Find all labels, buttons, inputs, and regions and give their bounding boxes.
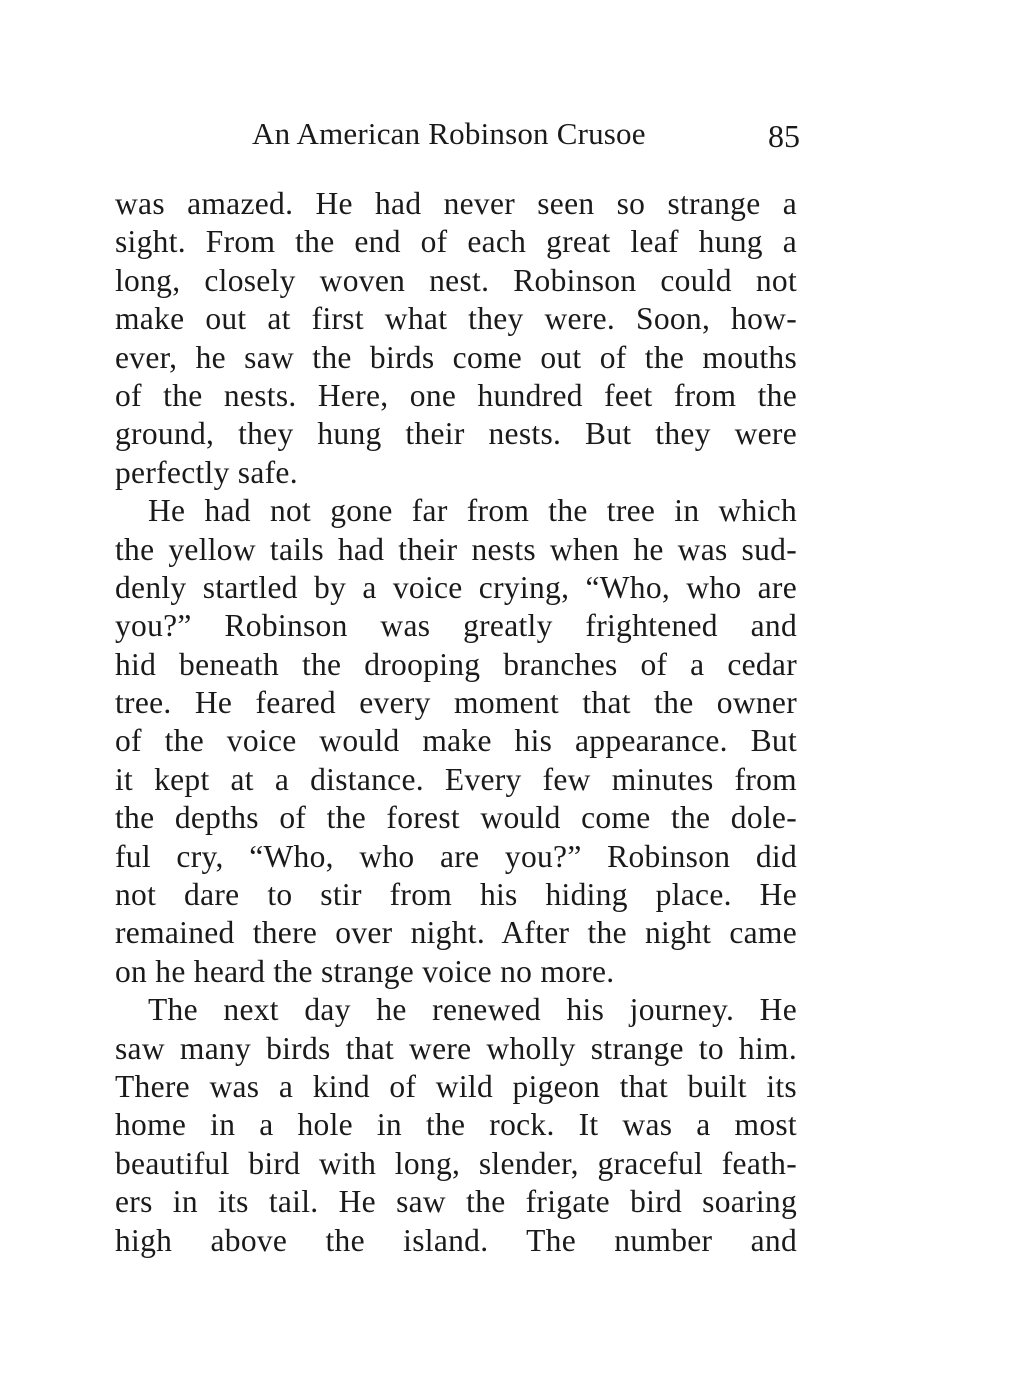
body-text	[115, 185, 797, 1260]
text-line: not dare to stir from his hiding place. He	[115, 877, 797, 913]
text-line: long, closely woven nest. Robinson could not	[115, 262, 797, 298]
text-line: make out at first what they were. Soon, how-	[115, 301, 797, 337]
text-line: hid beneath the drooping branches of a cedar	[115, 646, 797, 682]
paragraph-1	[115, 185, 797, 492]
text-line: denly startled by a voice crying, “Who, who are	[115, 569, 797, 605]
paragraph-2	[115, 492, 797, 991]
text-line: it kept at a distance. Every few minutes from	[115, 761, 797, 797]
text-line: of the voice would make his appearance. But	[115, 723, 797, 759]
text-line: ers in its tail. He saw the frigate bird soaring	[115, 1184, 797, 1220]
text-line: The next day he renewed his journey. He	[148, 992, 797, 1028]
running-title: An American Robinson Crusoe	[252, 116, 646, 151]
text-line: ful cry, “Who, who are you?” Robinson did	[115, 838, 797, 874]
text-line: ground, they hung their nests. But they were	[115, 416, 797, 452]
text-line: home in a hole in the rock. It was a most	[115, 1107, 797, 1143]
text-line: the yellow tails had their nests when he was sud-	[115, 531, 797, 567]
text-line: remained there over night. After the night came	[115, 915, 797, 951]
text-line: tree. He feared every moment that the owner	[115, 685, 797, 721]
text-line: was amazed. He had never seen so strange a	[115, 186, 797, 221]
text-line: He had not gone far from the tree in which	[148, 493, 797, 529]
text-line: beautiful bird with long, slender, graceful feath-	[115, 1145, 797, 1181]
text-line: high above the island. The number and	[115, 1222, 797, 1258]
text-line: you?” Robinson was greatly frightened and	[115, 608, 797, 644]
page-number: 85	[768, 118, 800, 154]
text-line: saw many birds that were wholly strange to him.	[115, 1030, 797, 1066]
text-line: There was a kind of wild pigeon that built its	[115, 1068, 797, 1104]
text-line: of the nests. Here, one hundred feet from the	[115, 377, 797, 413]
text-line: the depths of the forest would come the dole-	[115, 800, 797, 836]
text-line: perfectly safe.	[115, 454, 298, 490]
text-line: sight. From the end of each great leaf hung a	[115, 224, 797, 260]
paragraph-3	[115, 991, 797, 1260]
text-line: ever, he saw the birds come out of the mouths	[115, 339, 797, 375]
running-head	[0, 112, 1009, 156]
text-line: on he heard the strange voice no more.	[115, 953, 615, 989]
